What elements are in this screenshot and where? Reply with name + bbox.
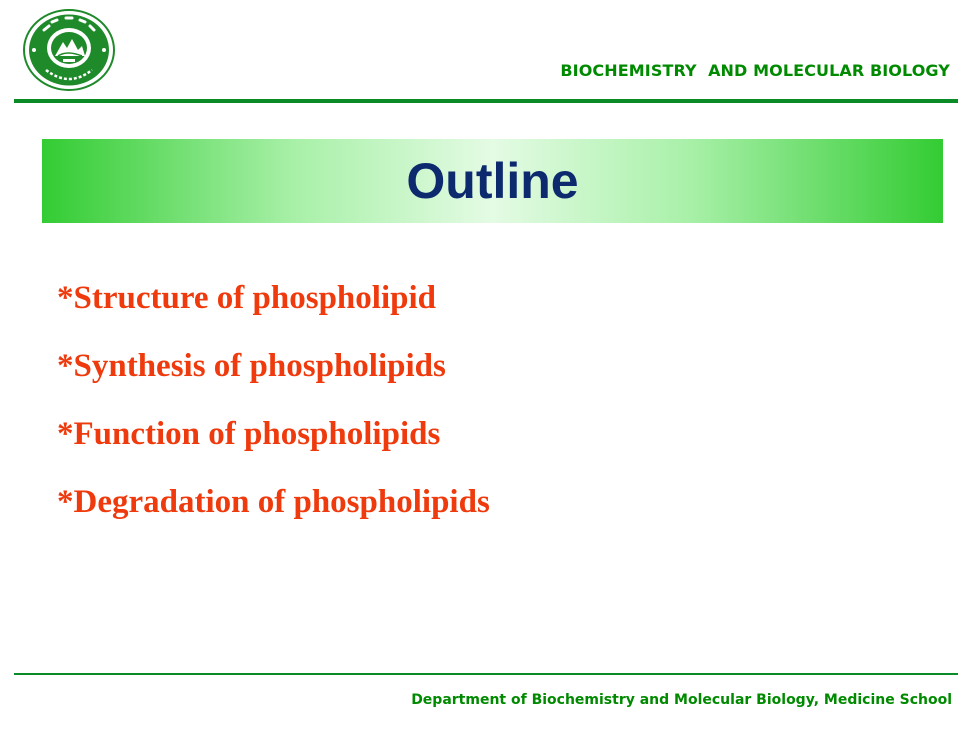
title-banner [42,139,943,223]
header-title: BIOCHEMISTRY AND MOLECULAR BIOLOGY [560,61,950,80]
outline-item-function: *Function of phospholipids [57,416,441,452]
header-divider [14,99,958,103]
footer-text: Department of Biochemistry and Molecular Biology, Medicine School [411,692,952,708]
outline-item-synthesis: *Synthesis of phospholipids [57,348,446,384]
outline-item-structure: *Structure of phospholipid [57,280,436,316]
outline-item-degradation: *Degradation of phospholipids [57,484,490,520]
outline-list [57,278,490,550]
slide-title: Outline [406,153,579,209]
footer-divider [14,673,958,675]
university-seal-icon [22,8,116,92]
